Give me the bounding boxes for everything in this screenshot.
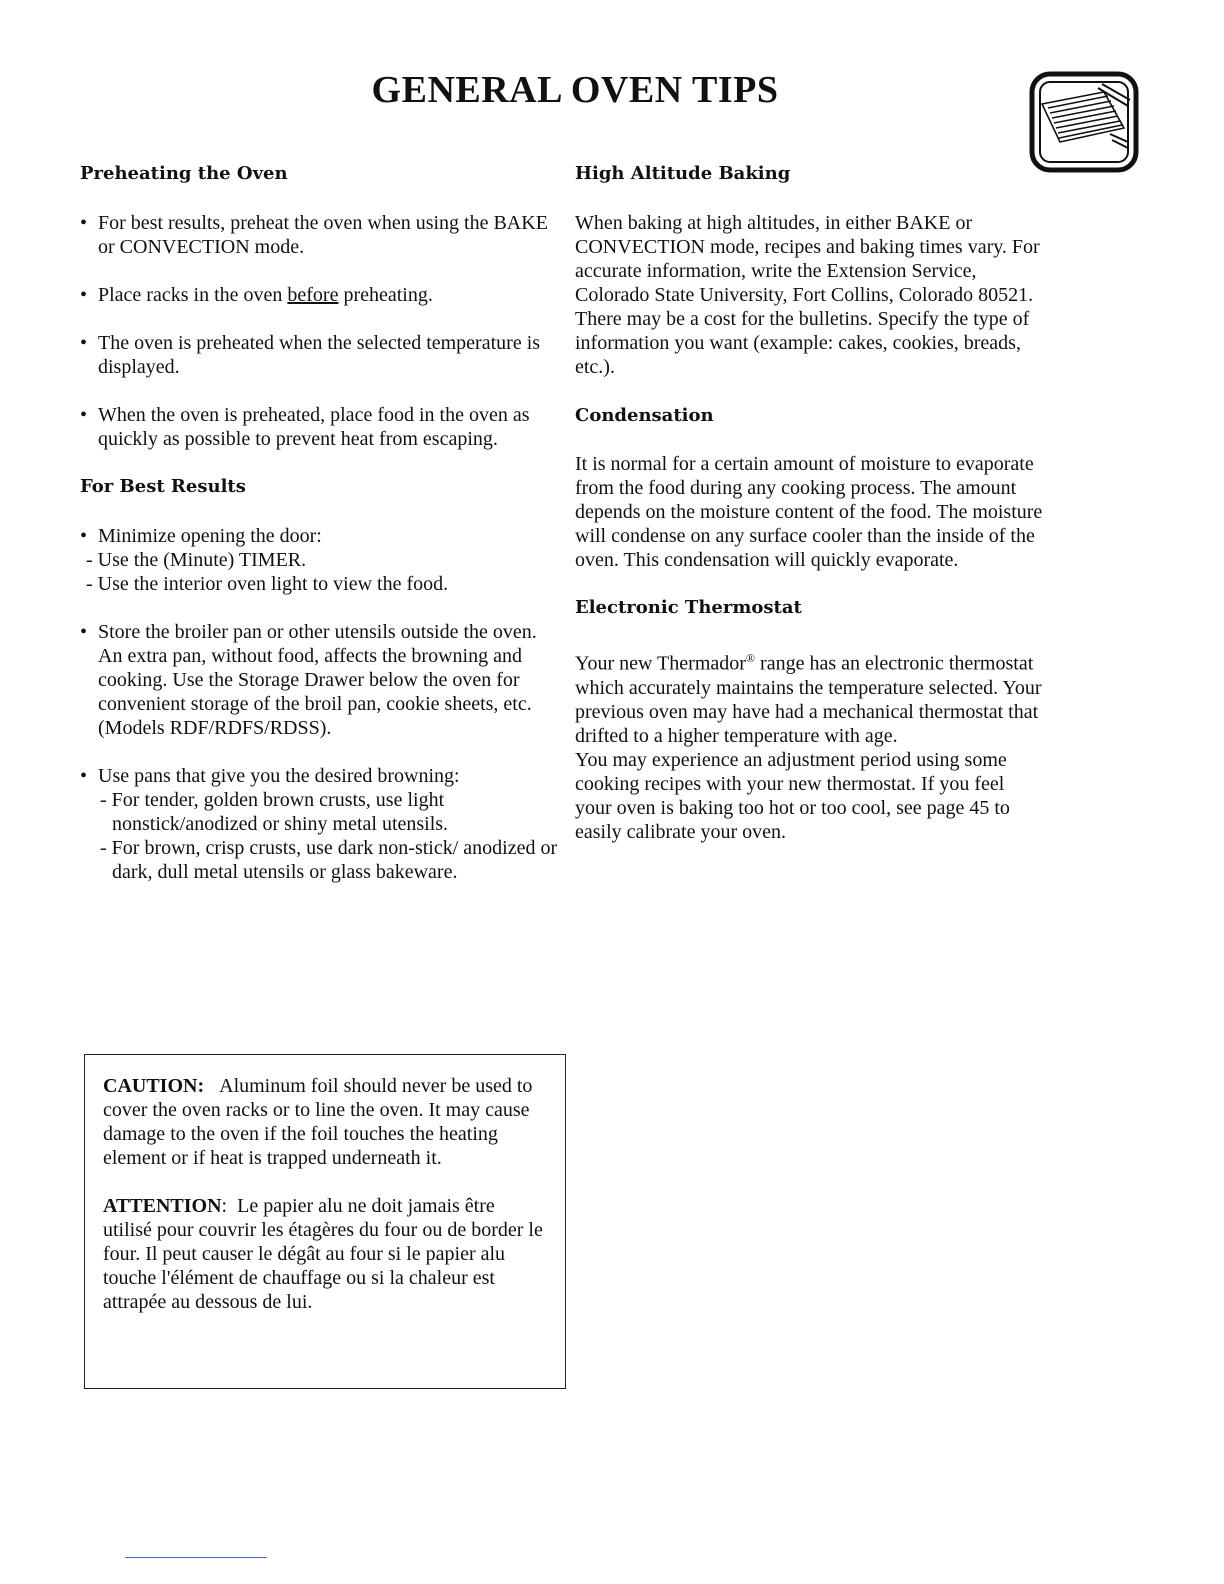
registered-mark: ® <box>745 651 756 665</box>
caution-label: CAUTION: <box>103 1075 205 1097</box>
attention-label: ATTENTION <box>103 1195 222 1217</box>
list-item: • When the oven is preheated, place food in the oven as quickly as possible to prevent heat from escaping. <box>80 403 560 451</box>
footer-rule <box>125 1557 267 1558</box>
text-segment: Your new Thermador <box>575 652 746 675</box>
list-item <box>80 524 560 596</box>
sub-item: - Use the interior oven light to view the food. <box>86 573 449 595</box>
attention-colon: : <box>221 1195 228 1217</box>
underlined-word: before <box>287 284 339 306</box>
caution-english <box>103 1074 547 1170</box>
text-segment: Place racks in the oven <box>98 284 288 306</box>
caution-text: Aluminum foil should never be used to cover the oven racks or to line the oven. It may cause damage to the oven if the foil touches the heating element or if heat is trapped underneath it. <box>103 1075 533 1169</box>
list-item-text: • Use pans that give you the desired browning: <box>98 765 460 787</box>
caution-french <box>103 1194 547 1314</box>
paragraph-thermostat <box>575 646 1045 748</box>
caution-box <box>84 1054 566 1389</box>
page-title: GENERAL OVEN TIPS <box>371 69 779 111</box>
paragraph-condensation: It is normal for a certain amount of moisture to evaporate from the food during any cooking process. The amount depends on the moisture content of the food. The moisture will condense on any surface cooler than the inside of the oven. This condensation will quickly evaporate. <box>575 453 1043 571</box>
list-item <box>80 764 560 884</box>
oven-rack-icon <box>1028 70 1140 174</box>
right-column <box>575 162 1045 844</box>
best-results-list <box>80 524 560 884</box>
list-item: • Store the broiler pan or other utensils outside the oven. An extra pan, without food, affects the browning and cooking. Use the Storage Drawer below the oven for convenient storage of the broil pan, cookie sheets, etc. (Models RDF/RDFS/RDSS). <box>80 620 560 740</box>
text-segment: preheating. <box>338 284 433 306</box>
heading-thermostat: Electronic Thermostat <box>575 597 802 618</box>
heading-preheating: Preheating the Oven <box>80 163 288 184</box>
sub-item: - For brown, crisp crusts, use dark non-stick/ anodized or dark, dull metal utensils or glass bakeware. <box>100 837 558 883</box>
heading-high-altitude: High Altitude Baking <box>575 163 791 184</box>
left-column <box>80 162 560 908</box>
paragraph-high-altitude: When baking at high altitudes, in either BAKE or CONVECTION mode, recipes and baking times vary. For accurate information, write the Extension Service, Colorado State University, Fort Collins, Colorado 80521. There may be a cost for the bulletins. Specify the type of information you want (example: cakes, cookies, breads, etc.). <box>575 212 1040 378</box>
sub-item: - For tender, golden brown crusts, use light nonstick/anodized or shiny metal utensils. <box>100 789 449 835</box>
list-item-text: • Minimize opening the door: <box>98 525 322 547</box>
heading-condensation: Condensation <box>575 405 714 426</box>
text-segment: range has an electronic thermostat which accurately maintains the temperature selected. Your previous oven may have had a mechanical thermostat that drifted to a higher temperature with age. <box>575 652 1042 747</box>
list-item <box>80 283 560 307</box>
list-item: • The oven is preheated when the selected temperature is displayed. <box>80 331 560 379</box>
attention-text: Le papier alu ne doit jamais être utilisé pour couvrir les étagères du four ou de border le four. Il peut causer le dégât au four si le papier alu touche l'élément de chauffage ou si la chaleur est attrapée au dessous de lui. <box>103 1195 543 1313</box>
sub-item: - Use the (Minute) TIMER. <box>86 549 307 571</box>
list-item: • For best results, preheat the oven when using the BAKE or CONVECTION mode. <box>80 211 560 259</box>
preheating-list <box>80 211 560 451</box>
paragraph-thermostat-2: You may experience an adjustment period using some cooking recipes with your new thermostat. If you feel your oven is baking too hot or too cool, see page 45 to easily calibrate your oven. <box>575 748 1010 843</box>
heading-best-results: For Best Results <box>80 476 246 497</box>
